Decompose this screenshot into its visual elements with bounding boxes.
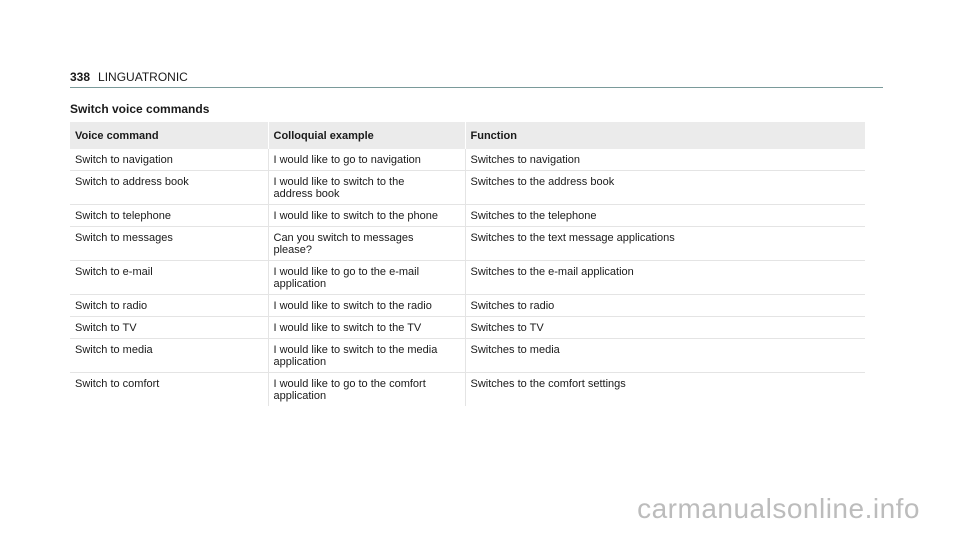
voice-command-cell: Switch to telephone: [70, 205, 268, 227]
watermark: carmanualsonline.info: [637, 493, 920, 524]
colloquial-example-cell: [268, 227, 465, 261]
function-cell: Switches to media: [465, 339, 865, 373]
voice-command-cell: Switch to radio: [70, 295, 268, 317]
colloquial-example-cell: [268, 205, 465, 227]
colloquial-example-cell: [268, 171, 465, 205]
column-header-voice-command: Voice command: [70, 122, 268, 149]
colloquial-example-cell: [268, 339, 465, 373]
table-row: [70, 373, 865, 407]
example-line: I would like to go to the e-mail: [273, 266, 420, 278]
table-row: [70, 317, 865, 339]
voice-command-cell: Switch to address book: [70, 171, 268, 205]
colloquial-example-cell: [268, 295, 465, 317]
function-cell: Switches to radio: [465, 295, 865, 317]
voice-command-cell: Switch to navigation: [70, 149, 268, 171]
voice-command-cell: Switch to comfort: [70, 373, 268, 407]
example-line: I would like to switch to the: [273, 176, 405, 188]
function-cell: Switches to the address book: [465, 171, 865, 205]
voice-command-cell: Switch to media: [70, 339, 268, 373]
table-row: [70, 205, 865, 227]
table-row: [70, 171, 865, 205]
column-header-function: Function: [465, 122, 865, 149]
table-header-row: [70, 122, 865, 149]
example-line: I would like to switch to the phone: [273, 210, 438, 222]
colloquial-example-cell: [268, 317, 465, 339]
example-line: I would like to switch to the media: [273, 344, 438, 356]
example-line: application: [273, 356, 327, 368]
function-cell: Switches to the e-mail application: [465, 261, 865, 295]
page-number: 338: [70, 70, 91, 84]
function-cell: Switches to the telephone: [465, 205, 865, 227]
colloquial-example-cell: [268, 149, 465, 171]
example-line: application: [273, 278, 327, 290]
table-row: [70, 295, 865, 317]
chapter-title: LINGUATRONIC: [98, 70, 188, 84]
page-header: [70, 70, 188, 84]
voice-command-cell: Switch to e-mail: [70, 261, 268, 295]
function-cell: Switches to the comfort settings: [470, 378, 626, 390]
example-line: application: [273, 390, 327, 402]
example-line: I would like to go to the comfort: [273, 378, 426, 390]
table-row: [70, 261, 865, 295]
function-cell: Switches to the text message applications: [465, 227, 865, 261]
function-cell: Switches to TV: [465, 317, 865, 339]
section-title: Switch voice commands: [70, 102, 210, 116]
table-row: [70, 149, 865, 171]
function-cell: Switches to navigation: [465, 149, 865, 171]
colloquial-example-cell: [268, 373, 465, 407]
colloquial-example-cell: [268, 261, 465, 295]
example-line: I would like to switch to the TV: [273, 322, 422, 334]
header-divider: [70, 87, 883, 88]
voice-commands-table: [70, 122, 865, 406]
column-header-colloquial-example: Colloquial example: [268, 122, 465, 149]
voice-command-cell: Switch to TV: [70, 317, 268, 339]
example-line: Can you switch to messages: [273, 232, 414, 244]
table-row: [70, 339, 865, 373]
voice-command-cell: Switch to messages: [70, 227, 268, 261]
example-line: please?: [273, 244, 313, 256]
table-row: [70, 227, 865, 261]
example-line: I would like to go to navigation: [273, 154, 421, 166]
example-line: address book: [273, 188, 340, 200]
example-line: I would like to switch to the radio: [273, 300, 432, 312]
